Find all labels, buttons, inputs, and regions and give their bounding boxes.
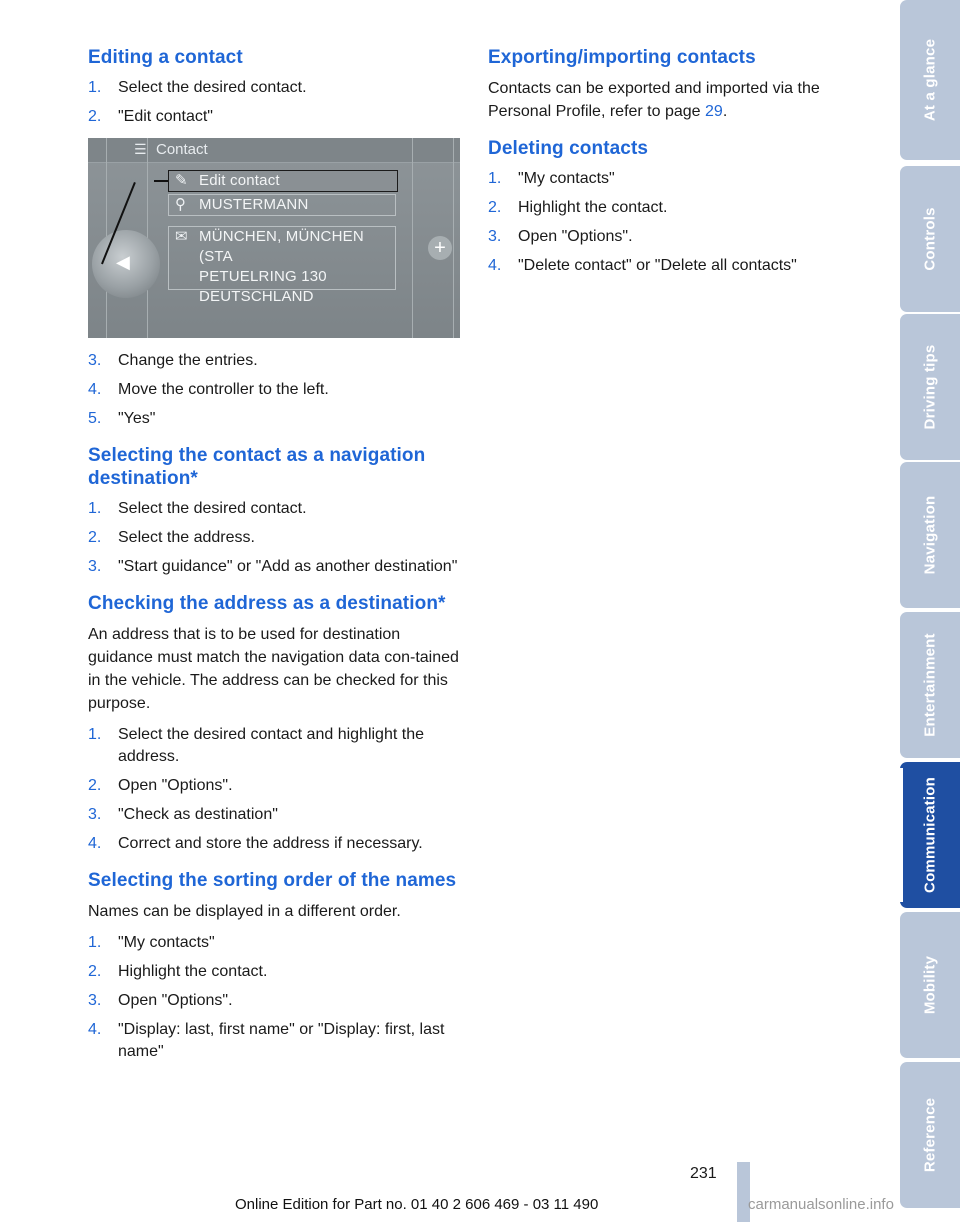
page-number-bar: [737, 1162, 750, 1222]
step-text: "Display: last, first name" or "Display: first, last name": [118, 1021, 445, 1060]
section-check-address: [88, 592, 462, 855]
step-text: "My contacts": [118, 934, 215, 951]
plus-icon: +: [428, 236, 452, 260]
step-number: 3.: [88, 806, 102, 823]
tab-label: Mobility: [921, 955, 939, 1015]
step-text: Open "Options".: [118, 777, 233, 794]
step-number: 4.: [488, 257, 502, 274]
tab-mobility[interactable]: [900, 912, 960, 1058]
step-item: [488, 255, 868, 277]
steps-sorting: [88, 932, 462, 1063]
idrive-screen-image: [88, 138, 460, 338]
watermark: carmanualsonline.info: [748, 1196, 894, 1213]
step-number: 2.: [88, 529, 102, 546]
tab-label: At a glance: [921, 38, 939, 122]
tab-driving-tips[interactable]: [900, 314, 960, 460]
step-number: 4.: [88, 835, 102, 852]
tab-label: Reference: [921, 1097, 939, 1173]
step-item: [88, 932, 462, 954]
tab-label: Driving tips: [921, 344, 939, 430]
step-number: 2.: [88, 108, 102, 125]
step-number: 4.: [88, 381, 102, 398]
step-number: 1.: [88, 934, 102, 951]
step-text: Select the address.: [118, 529, 255, 546]
page-link[interactable]: 29: [705, 103, 723, 120]
tab-label: Entertainment: [921, 633, 939, 737]
check-intro: An address that is to be used for destination guidance must match the navigation data con-tained in the vehicle. The address can be checked for this purpose.: [88, 626, 459, 712]
section-deleting: [488, 137, 868, 277]
step-number: 2.: [488, 199, 502, 216]
page-number: 231: [690, 1165, 717, 1182]
step-text: "Delete contact" or "Delete all contacts": [518, 257, 797, 274]
step-text: "My contacts": [518, 170, 615, 187]
step-number: 1.: [88, 500, 102, 517]
tab-navigation[interactable]: [900, 462, 960, 608]
sorting-intro: Names can be displayed in a different order.: [88, 903, 401, 920]
section-export: [488, 46, 868, 123]
step-item: [488, 168, 868, 190]
steps-editing-a: [88, 77, 462, 128]
step-number: 3.: [88, 992, 102, 1009]
steps-nav-destination: [88, 498, 462, 578]
step-text: Highlight the contact.: [518, 199, 668, 216]
step-item: [88, 527, 462, 549]
step-item: [488, 226, 868, 248]
step-item: [88, 804, 462, 826]
edition-footer: Online Edition for Part no. 01 40 2 606 469 - 03 11 490: [235, 1196, 599, 1213]
step-item: [88, 379, 462, 401]
step-text: Correct and store the address if necessary.: [118, 835, 423, 852]
step-number: 4.: [88, 1021, 102, 1038]
step-number: 5.: [88, 410, 102, 427]
chapter-tabs: [900, 0, 960, 1222]
step-text: Open "Options".: [518, 228, 633, 245]
step-text: Select the desired contact.: [118, 79, 307, 96]
step-number: 3.: [88, 558, 102, 575]
screen-header-title: Contact: [156, 141, 208, 158]
step-number: 1.: [488, 170, 502, 187]
step-item: [88, 961, 462, 983]
steps-deleting: [488, 168, 868, 277]
step-number: 1.: [88, 726, 102, 743]
step-number: 2.: [88, 963, 102, 980]
section-nav-destination: [88, 444, 462, 578]
step-number: 3.: [488, 228, 502, 245]
step-text: "Edit contact": [118, 108, 213, 125]
section-editing-contact: [88, 46, 462, 430]
step-item: [488, 197, 868, 219]
step-text: "Start guidance" or "Add as another destination": [118, 558, 458, 575]
step-item: [88, 106, 462, 128]
step-text: Move the controller to the left.: [118, 381, 329, 398]
step-item: [88, 350, 462, 372]
heading-sorting: Selecting the sorting order of the names: [88, 870, 457, 891]
tab-label: Navigation: [921, 495, 939, 575]
step-item: [88, 724, 462, 768]
step-number: 1.: [88, 79, 102, 96]
step-item: [88, 77, 462, 99]
tab-reference[interactable]: [900, 1062, 960, 1208]
step-item: [88, 990, 462, 1012]
step-item: [88, 408, 462, 430]
step-text: "Check as destination": [118, 806, 278, 823]
screen-row-name: ⚲ MUSTERMANN: [168, 194, 396, 216]
step-item: [88, 1019, 462, 1063]
screen-row-edit-contact: ✎ Edit contact: [168, 170, 398, 192]
tab-controls[interactable]: [900, 166, 960, 312]
step-number: 2.: [88, 777, 102, 794]
heading-nav-destination: Selecting the contact as a navigation destination*: [88, 445, 426, 489]
step-item: [88, 498, 462, 520]
tab-at-a-glance[interactable]: [900, 0, 960, 160]
right-column: [488, 46, 868, 291]
address-icon: ✉: [175, 228, 188, 245]
steps-editing-b: [88, 350, 462, 430]
heading-check-address: Checking the address as a destination*: [88, 593, 446, 614]
step-text: Select the desired contact.: [118, 500, 307, 517]
tab-communication[interactable]: [900, 762, 960, 908]
tab-entertainment[interactable]: [900, 612, 960, 758]
left-column: [88, 46, 462, 1077]
heading-deleting: Deleting contacts: [488, 138, 649, 159]
step-item: [88, 556, 462, 578]
step-item: [88, 833, 462, 855]
export-text: Contacts can be exported and imported via the Personal Profile, refer to page 29.: [488, 80, 820, 120]
step-text: Change the entries.: [118, 352, 258, 369]
heading-editing-contact: Editing a contact: [88, 47, 243, 68]
heading-export: Exporting/importing contacts: [488, 47, 756, 68]
arrow-left-icon: ◀: [116, 252, 130, 272]
screen-row-address: ✉ MÜNCHEN, MÜNCHEN (STA PETUELRING 130 DEUTSCHLAND: [168, 226, 396, 290]
step-item: [88, 775, 462, 797]
person-icon: ⚲: [175, 196, 187, 213]
steps-check-address: [88, 724, 462, 855]
pencil-icon: ✎: [175, 172, 188, 189]
menu-icon: ☰: [134, 141, 147, 157]
tab-label: Controls: [921, 207, 939, 271]
step-text: "Yes": [118, 410, 156, 427]
step-text: Highlight the contact.: [118, 963, 268, 980]
step-text: Select the desired contact and highlight the address.: [118, 726, 424, 765]
step-number: 3.: [88, 352, 102, 369]
step-text: Open "Options".: [118, 992, 233, 1009]
tab-label: Communication: [921, 777, 939, 893]
section-sorting: [88, 869, 462, 1063]
